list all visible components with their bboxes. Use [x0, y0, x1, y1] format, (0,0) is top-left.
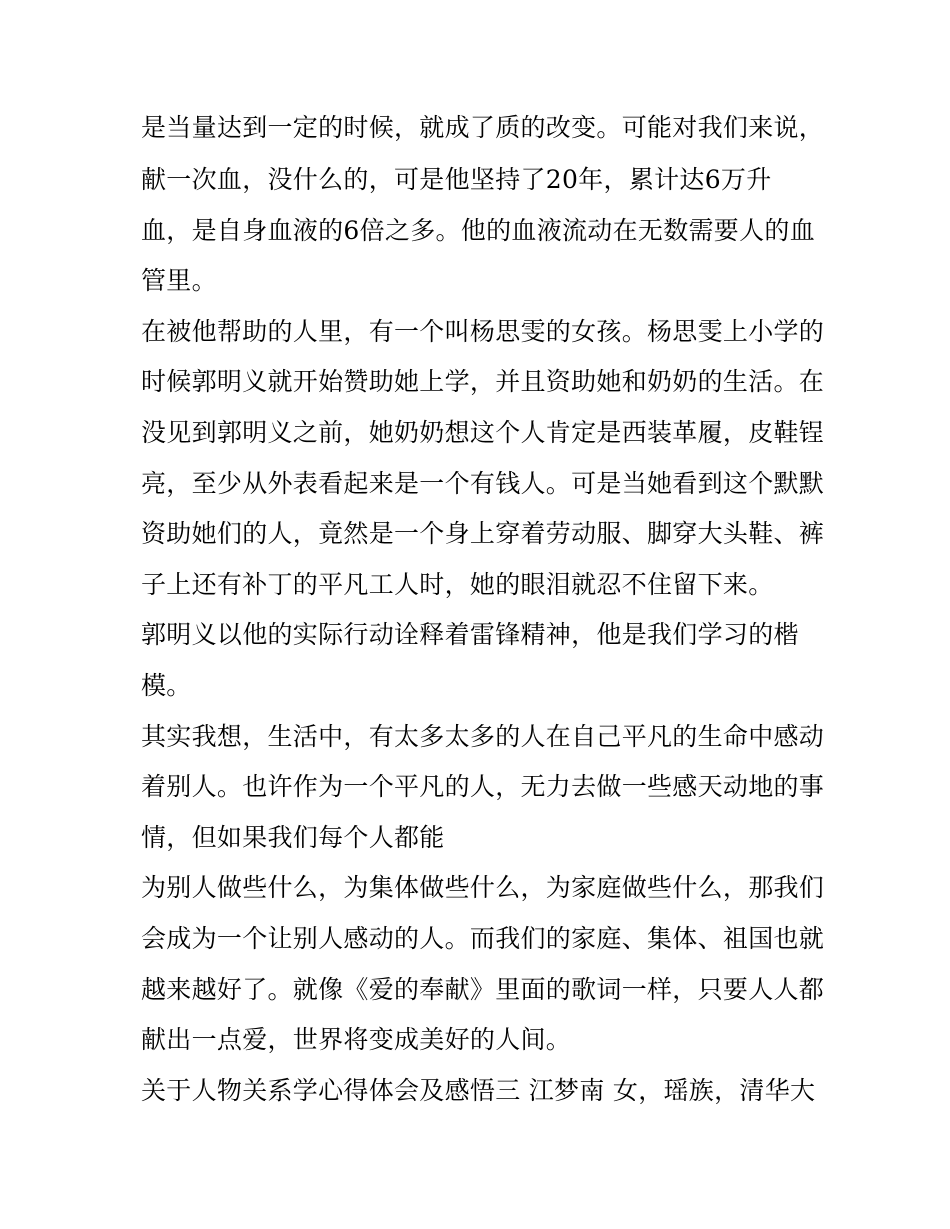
text-line: 献一次血，没什么的，可是他坚持了20年，累计达6万升 [141, 165, 772, 194]
text-line: 亮，至少从外表看起来是一个有钱人。可是当她看到这个默默 [141, 469, 825, 498]
text-line: 郭明义以他的实际行动诠释着雷锋精神，他是我们学习的楷 [141, 620, 799, 649]
text-line: 越来越好了。就像《爱的奉献》里面的歌词一样，只要人人都 [141, 975, 825, 1004]
text-line: 献出一点爱，世界将变成美好的人间。 [141, 1025, 572, 1054]
text-line: 是当量达到一定的时候，就成了质的改变。可能对我们来说， [141, 113, 825, 142]
text-line: 时候郭明义就开始赞助她上学，并且资助她和奶奶的生活。在 [141, 367, 825, 396]
text-line: 会成为一个让别人感动的人。而我们的家庭、集体、祖国也就 [141, 924, 825, 953]
text-line: 资助她们的人，竟然是一个身上穿着劳动服、脚穿大头鞋、裤 [141, 519, 825, 548]
text-line: 为别人做些什么，为集体做些什么，为家庭做些什么，那我们 [141, 873, 825, 902]
text-line: 子上还有补丁的平凡工人时，她的眼泪就忍不住留下来。 [141, 570, 774, 599]
text-line: 模。 [141, 671, 192, 700]
text-line: 没见到郭明义之前，她奶奶想这个人肯定是西装革履，皮鞋锃 [141, 418, 825, 447]
text-line: 血，是自身血液的6倍之多。他的血液流动在无数需要人的血 [141, 216, 816, 245]
text-line: 其实我想，生活中，有太多太多的人在自己平凡的生命中感动 [141, 722, 825, 751]
text-line: 在被他帮助的人里，有一个叫杨思雯的女孩。杨思雯上小学的 [141, 317, 825, 346]
text-line: 情，但如果我们每个人都能 [141, 823, 445, 852]
text-line: 关于人物关系学心得体会及感悟三 江梦南 女，瑶族，清华大 [141, 1076, 816, 1105]
text-line: 管里。 [141, 266, 217, 295]
text-line: 着别人。也许作为一个平凡的人，无力去做一些感天动地的事 [141, 772, 825, 801]
